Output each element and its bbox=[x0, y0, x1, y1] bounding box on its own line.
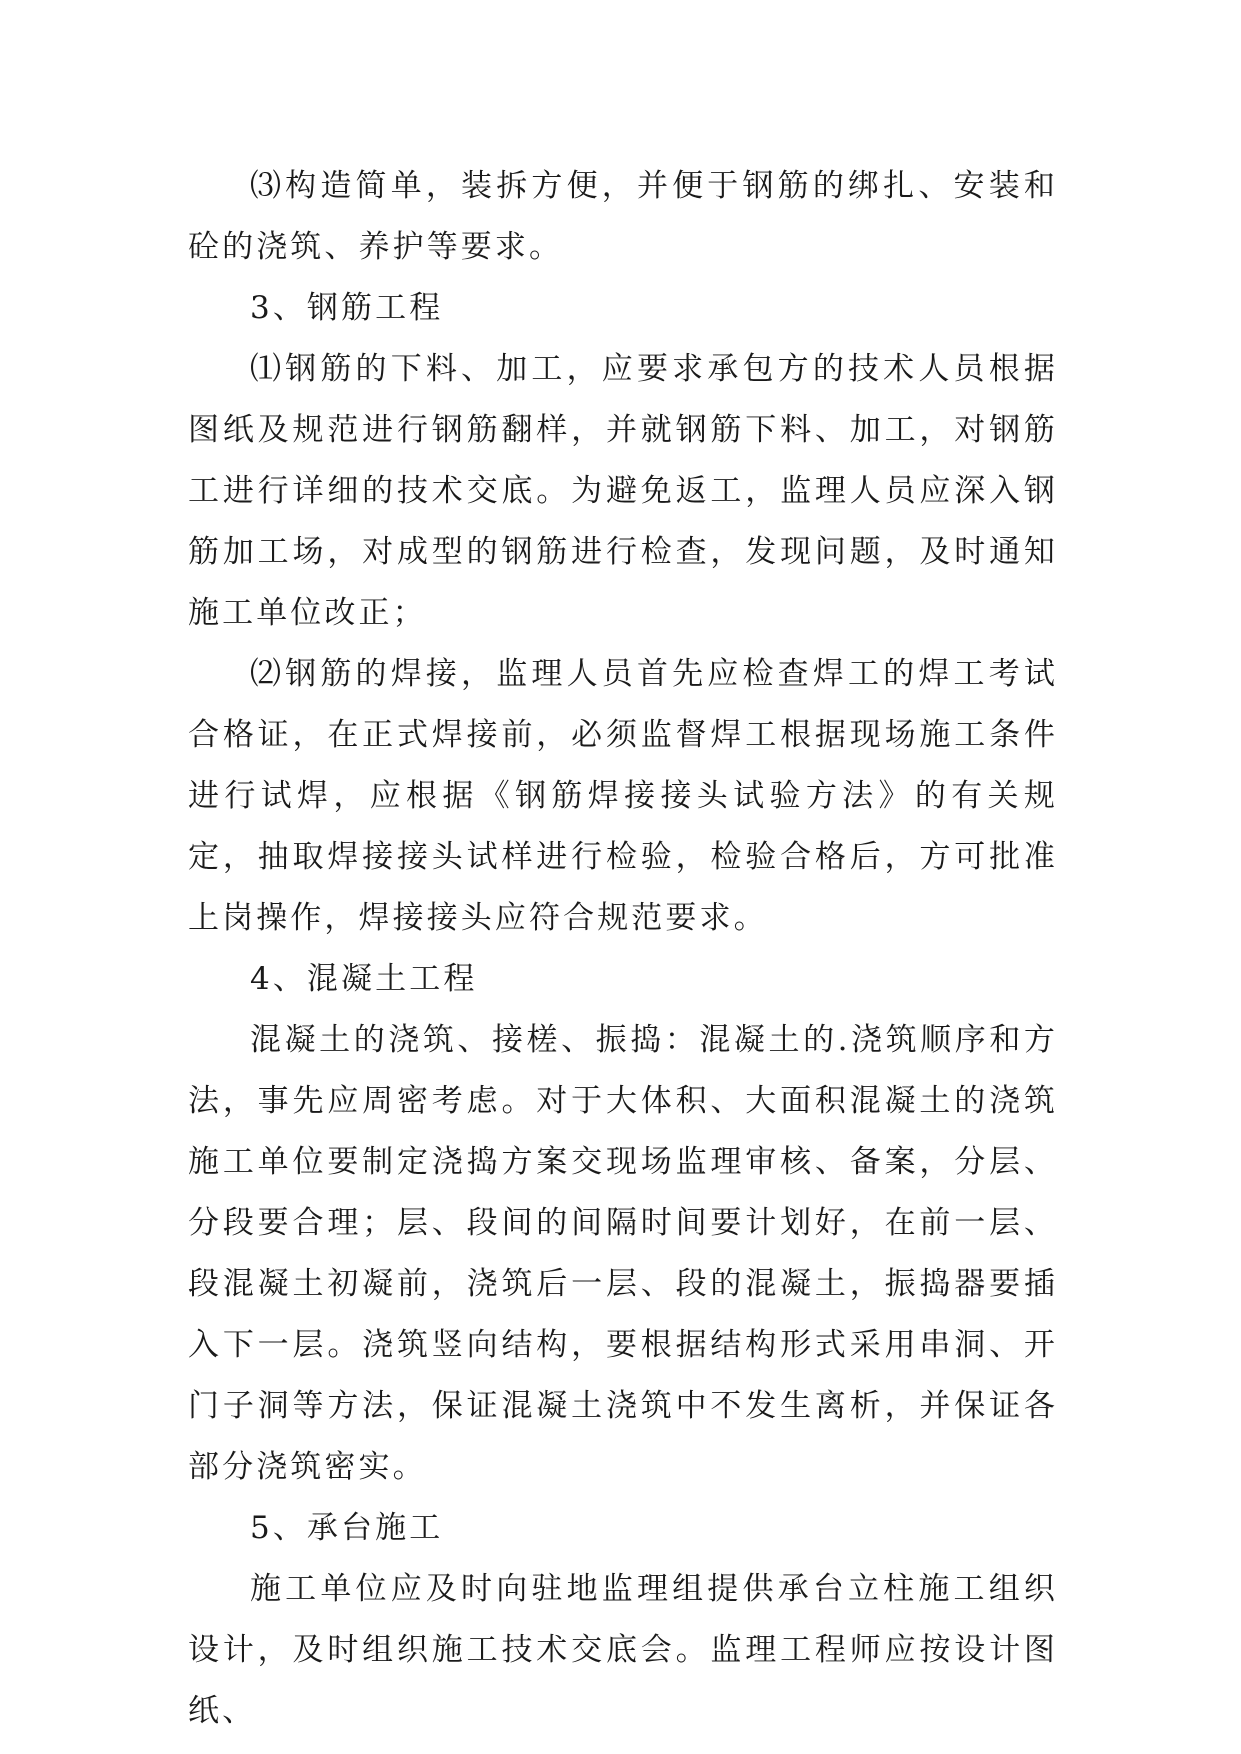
section-heading-pile-cap: 5、承台施工 bbox=[250, 1510, 444, 1546]
paragraph-pile-cap: 施工单位应及时向驻地监理组提供承台立柱施工组织设计，及时组织施工技术交底会。监理工程师应按设计图纸、 bbox=[188, 1571, 1058, 1729]
section-heading-concrete: 4、混凝土工程 bbox=[250, 961, 478, 997]
paragraph-rebar-2: ⑵钢筋的焊接，监理人员首先应检查焊工的焊工考试合格证，在正式焊接前，必须监督焊工根据现场施工条件进行试焊，应根据《钢筋焊接接头试验方法》的有关规定，抽取焊接接头试样进行检验，检验合格后，方可批准上岗操作，焊接接头应符合规范要求。 bbox=[188, 656, 1058, 936]
paragraph-rebar-1: ⑴钢筋的下料、加工，应要求承包方的技术人员根据图纸及规范进行钢筋翻样，并就钢筋下料、加工，对钢筋工进行详细的技术交底。为避免返工，监理人员应深入钢筋加工场，对成型的钢筋进行检查，发现问题，及时通知施工单位改正； bbox=[188, 351, 1058, 631]
paragraph-formwork-3: ⑶构造简单，装拆方便，并便于钢筋的绑扎、安装和砼的浇筑、养护等要求。 bbox=[188, 168, 1058, 265]
paragraph-concrete: 混凝土的浇筑、接槎、振捣：混凝土的.浇筑顺序和方法，事先应周密考虑。对于大体积、大面积混凝土的浇筑施工单位要制定浇捣方案交现场监理审核、备案，分层、分段要合理；层、段间的间隔时间要计划好，在前一层、段混凝土初凝前，浇筑后一层、段的混凝土，振捣器要插入下一层。浇筑竖向结构，要根据结构形式采用串洞、开门子洞等方法，保证混凝土浇筑中不发生离析，并保证各部分浇筑密实。 bbox=[188, 1022, 1058, 1485]
section-heading-rebar: 3、钢筋工程 bbox=[250, 290, 444, 326]
document-body bbox=[188, 156, 1058, 1742]
